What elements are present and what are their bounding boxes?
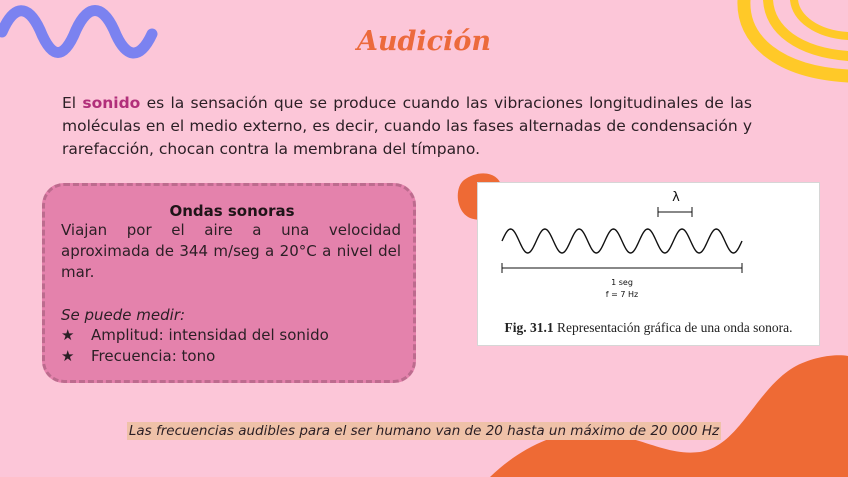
measure-label: Se puede medir:: [61, 306, 186, 324]
orange-blob-large: [490, 352, 848, 477]
page-title: Audición: [356, 26, 492, 57]
intro-paragraph: [62, 92, 752, 161]
sine-wave: [502, 229, 742, 253]
wave-figure: [478, 183, 819, 345]
bullet-text: Frecuencia: tono: [91, 347, 216, 365]
time-label: 1 seg: [611, 278, 633, 287]
caption-text: Representación gráfica de una onda sonora.: [553, 320, 793, 335]
sound-waves-card: [42, 183, 416, 383]
star-icon: ★: [61, 347, 75, 365]
bottom-note-text: Las frecuencias audibles para el ser humano van de 20 hasta un máximo de 20 000 Hz: [128, 423, 720, 439]
caption-number: Fig. 31.1: [504, 320, 554, 335]
highlight-word: sonido: [82, 94, 141, 112]
star-icon: ★: [61, 326, 75, 344]
wave-diagram: [478, 183, 819, 313]
frequency-label: f = 7 Hz: [605, 290, 639, 299]
intro-text: es la sensación que se produce cuando las vibraciones longitudinales de las moléculas en el medio externo, es decir, cuando las fases alternadas de condensación y rarefacción, chocan contra la membrana del tímpano.: [62, 94, 752, 158]
card-title: Ondas sonoras: [169, 202, 295, 220]
bullet-amplitude: [61, 326, 329, 344]
figure-caption: [478, 320, 819, 336]
intro-prefix: El: [62, 94, 83, 112]
card-body: Viajan por el aire a una velocidad aproximada de 344 m/seg a 20°C a nivel del mar.: [61, 221, 401, 281]
bullet-frequency: [61, 347, 215, 365]
lambda-symbol: λ: [672, 190, 680, 205]
bullet-text: Amplitud: intensidad del sonido: [91, 326, 329, 344]
bottom-note: [0, 420, 848, 439]
